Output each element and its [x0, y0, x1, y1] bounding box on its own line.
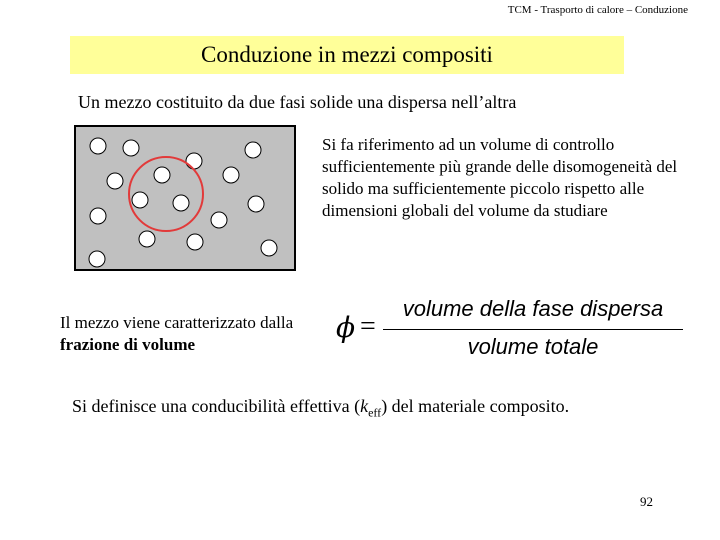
particle — [107, 173, 123, 189]
effective-conductivity-text — [72, 396, 569, 421]
particle — [211, 212, 227, 228]
page-number: 92 — [640, 494, 653, 509]
particle — [154, 167, 170, 183]
volume-fraction-text — [60, 312, 320, 356]
particle — [132, 192, 148, 208]
phi-symbol: ϕ — [336, 311, 356, 344]
k-symbol: k — [360, 396, 369, 416]
definition-tail: ) del materiale composito. — [381, 396, 570, 416]
slide-header: TCM - Trasporto di calore – Conduzione — [507, 4, 688, 16]
slide-title: Conduzione in mezzi compositi — [201, 42, 493, 67]
particle — [223, 167, 239, 183]
particle — [89, 251, 105, 267]
particle — [123, 140, 139, 156]
volume-fraction-term: frazione di volume — [60, 335, 196, 355]
formula-numerator: volume della fase dispersa — [402, 296, 664, 321]
volume-fraction-lead: Il mezzo viene caratterizzato dalla — [60, 313, 294, 332]
equals-sign: = — [360, 311, 376, 342]
composite-diagram-svg — [76, 127, 294, 269]
definition-lead: Si definisce una conducibilità effettiva ( — [72, 396, 361, 416]
particle — [186, 153, 202, 169]
particle — [90, 138, 106, 154]
particle — [90, 208, 106, 224]
particle — [139, 231, 155, 247]
particle — [248, 196, 264, 212]
k-subscript: eff — [368, 405, 382, 420]
intro-text: Un mezzo costituito da due fasi solide una dispersa nell’altra — [78, 92, 517, 112]
particle — [261, 240, 277, 256]
formula-denominator: volume totale — [467, 334, 599, 359]
particle — [245, 142, 261, 158]
title-bar — [70, 36, 624, 74]
control-volume-description: Si fa riferimento ad un volume di controllo sufficientemente più grande delle disomogeneità del solido ma sufficientemente piccolo rispetto alle dimensioni globali del volume da studiare — [322, 135, 678, 221]
composite-medium-diagram — [74, 125, 296, 271]
fraction-bar — [383, 329, 683, 330]
particle — [187, 234, 203, 250]
particle — [173, 195, 189, 211]
volume-fraction-formula — [332, 292, 692, 364]
